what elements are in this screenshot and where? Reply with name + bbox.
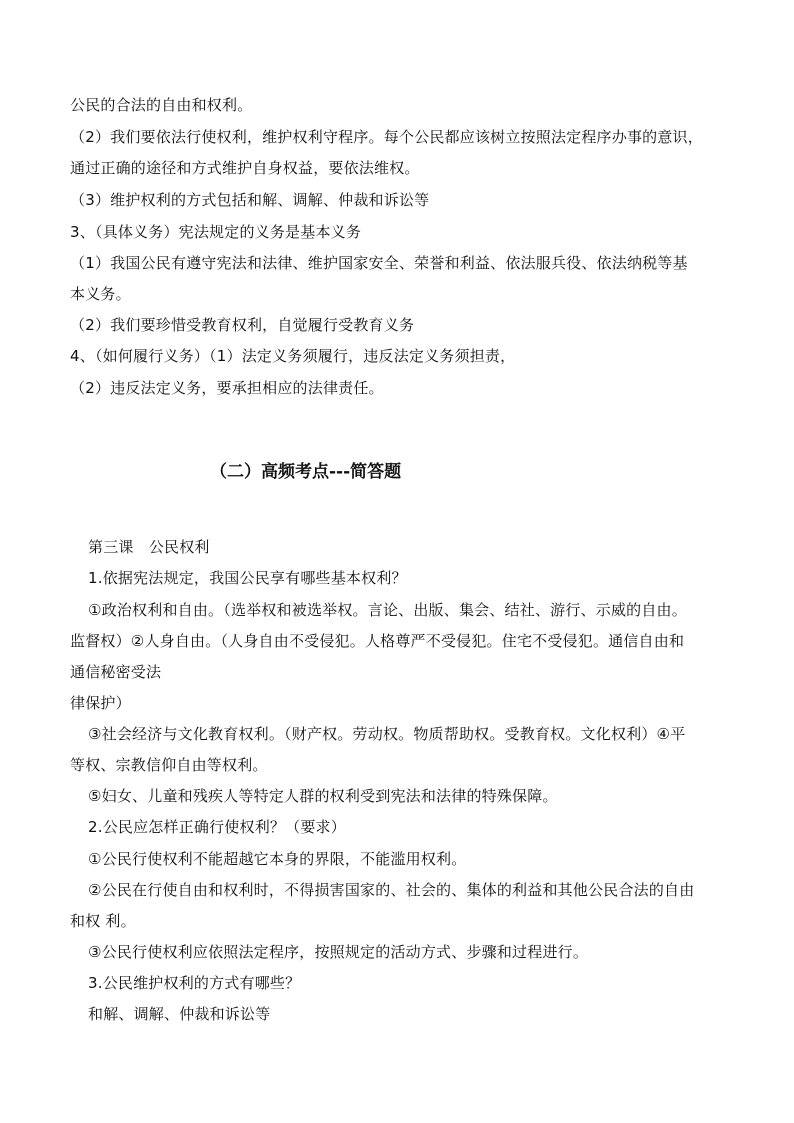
text-line: 本义务。	[70, 285, 131, 303]
section-heading: （二）高频考点---简答题	[210, 462, 402, 482]
question: 1.依据宪法规定，我国公民享有哪些基本权利？	[88, 569, 407, 587]
text-line: 等权、宗教信仰自由等权利。	[70, 756, 268, 774]
text-line: ③公民行使权利应依照法定程序，按照规定的活动方式、步骤和过程进行。	[88, 943, 589, 961]
text-line: （2）我们要珍惜受教育权利，自觉履行受教育义务	[70, 316, 415, 334]
text-line: （2）违反法定义务，要承担相应的法律责任。	[70, 379, 384, 397]
text-line: ①政治权利和自由。（选举权和被选举权。言论、出版、集会、结社、游行、示威的自由。	[88, 601, 687, 619]
text-line: （3）维护权利的方式包括和解、调解、仲裁和诉讼等	[70, 191, 430, 209]
question: 2.公民应怎样正确行使权利？（要求）	[88, 818, 346, 836]
question: 3.公民维护权利的方式有哪些？	[88, 974, 301, 992]
text-line: （2）我们要依法行使权利，维护权利守程序。每个公民都应该树立按照法定程序办事的意识，	[70, 128, 703, 146]
text-line: 4、（如何履行义务）（1）法定义务须履行，违反法定义务须担责，	[70, 347, 516, 365]
text-line: 通过正确的途径和方式维护自身权益，要依法维权。	[70, 159, 420, 177]
text-line: ①公民行使权利不能超越它本身的界限，不能滥用权利。	[88, 850, 467, 868]
text-line: 通信秘密受法	[70, 663, 162, 681]
text-line: ③社会经济与文化教育权利。（财产权。劳动权。物质帮助权。受教育权。文化权利）④平	[88, 725, 686, 743]
lesson-title: 第三课 公民权利	[88, 538, 210, 556]
text-line: 监督权）②人身自由。（人身自由不受侵犯。人格尊严不受侵犯。住宅不受侵犯。通信自由和	[70, 632, 685, 650]
text-line: 和权 利。	[70, 912, 136, 930]
text-line: 和解、调解、仲裁和诉讼等	[88, 1005, 271, 1023]
text-line: ②公民在行使自由和权利时，不得损害国家的、社会的、集体的利益和其他公民合法的自由	[88, 881, 695, 899]
text-line: 3、（具体义务）宪法规定的义务是基本义务	[70, 223, 362, 241]
text-line: （1）我国公民有遵守宪法和法律、维护国家安全、荣誉和利益、依法服兵役、依法纳税等基	[70, 254, 688, 272]
text-line: ⑤妇女、儿童和残疾人等特定人群的权利受到宪法和法律的特殊保障。	[88, 787, 558, 805]
text-line: 公民的合法的自由和权利。	[70, 96, 253, 114]
text-line: 律保护）	[70, 694, 131, 712]
